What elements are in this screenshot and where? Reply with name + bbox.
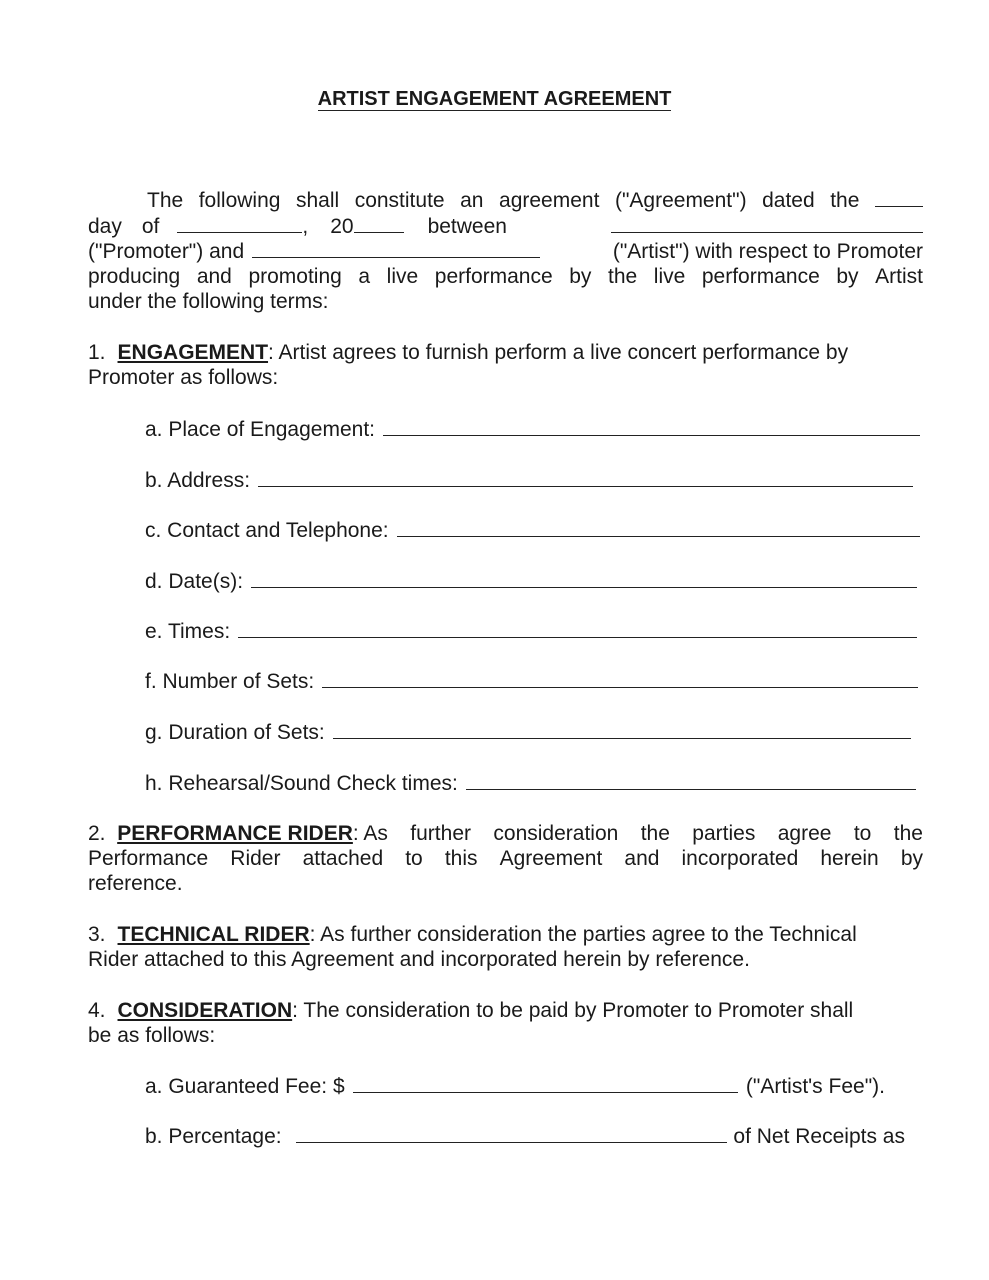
section-2-line-3: reference. — [88, 872, 183, 895]
contact-field: c. Contact and Telephone: — [145, 518, 920, 544]
duration-field: g. Duration of Sets: — [145, 720, 911, 746]
intro-line-5: under the following terms: — [88, 290, 329, 313]
section-4: 4. CONSIDERATION : The consideration to be paid by Promoter to Promoter shall — [88, 999, 854, 1022]
section-2-line-2: Performance Rider attached to this Agreement and incorporated herein by — [88, 847, 923, 870]
fee-input[interactable] — [353, 1074, 738, 1093]
section-1: 1. ENGAGEMENT : Artist agrees to furnish perform a live concert performance by — [88, 341, 849, 364]
address-input[interactable] — [258, 468, 913, 487]
section-1-line-2: Promoter as follows: — [88, 366, 279, 389]
sets-field: f. Number of Sets: — [145, 669, 918, 695]
month-blank[interactable] — [177, 214, 302, 233]
day-blank[interactable] — [875, 188, 923, 207]
section-4-line-2: be as follows: — [88, 1024, 216, 1047]
times-input[interactable] — [238, 619, 917, 638]
dates-input[interactable] — [251, 569, 917, 588]
intro-line-1: The following shall constitute an agreement ("Agreement") dated the — [147, 188, 923, 214]
artist-blank[interactable] — [252, 239, 540, 258]
place-field: a. Place of Engagement: — [145, 417, 920, 443]
intro-line-3: ("Promoter") and ("Artist") with respect to Promoter — [88, 240, 923, 263]
promoter-blank[interactable] — [611, 214, 923, 233]
section-2: 2. PERFORMANCE RIDER: As further consideration the parties agree to the — [88, 822, 923, 845]
place-input[interactable] — [383, 417, 920, 436]
contact-input[interactable] — [397, 518, 920, 537]
fee-field: a. Guaranteed Fee: $ ("Artist's Fee"). — [145, 1075, 885, 1098]
section-3: 3. TECHNICAL RIDER : As further consideration the parties agree to the Technical — [88, 923, 857, 946]
dates-field: d. Date(s): — [145, 569, 917, 595]
address-field: b. Address: — [145, 468, 913, 494]
rehearsal-field: h. Rehearsal/Sound Check times: — [145, 771, 916, 797]
intro-line-4: producing and promoting a live performance by the live performance by Artist — [88, 265, 923, 288]
duration-input[interactable] — [333, 720, 911, 739]
times-field: e. Times: — [145, 619, 917, 645]
rehearsal-input[interactable] — [466, 771, 916, 790]
percentage-input[interactable] — [296, 1124, 728, 1143]
section-3-line-2: Rider attached to this Agreement and incorporated herein by reference. — [88, 948, 750, 971]
percentage-field: b. Percentage: of Net Receipts as — [145, 1125, 905, 1148]
page-title: ARTIST ENGAGEMENT AGREEMENT — [317, 88, 672, 110]
sets-input[interactable] — [322, 669, 918, 688]
intro-line-2: day of , 20 between — [88, 214, 923, 240]
year-blank[interactable] — [354, 214, 404, 233]
